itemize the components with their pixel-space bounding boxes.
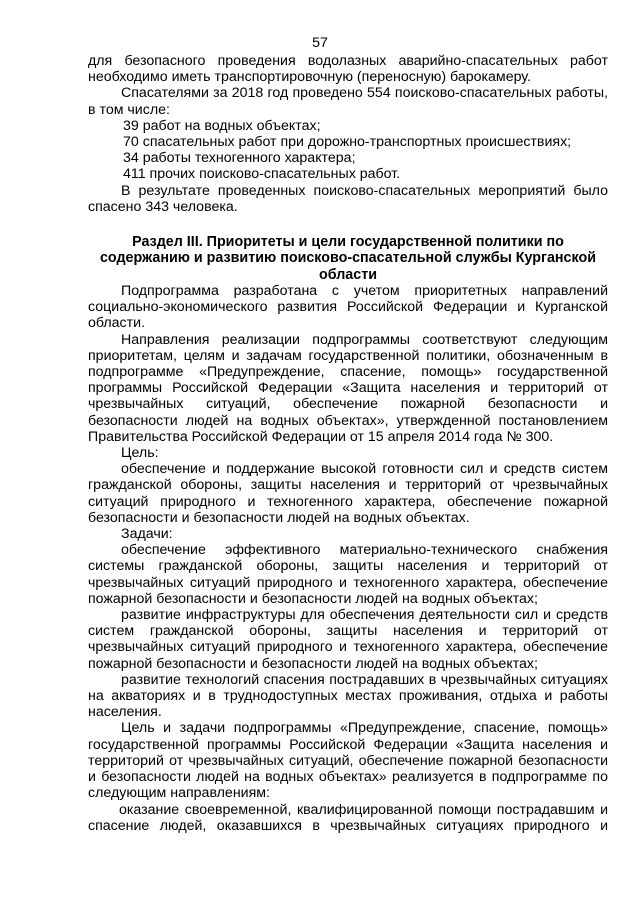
paragraph-implementation: Цель и задачи подпрограммы «Предупреждение, спасение, помощь» государственной программы Российской Федерации «Защита населения и территорий от чрезвычайных ситуаций, обеспечение пожарной безопасности и безопасности людей на водных объектах» реализуется в подпрограмме по следующим направлениям:	[88, 720, 608, 802]
task-item: обеспечение эффективного материально-технического снабжения системы гражданской обороны, защиты населения и территорий от чрезвычайных ситуаций природного и техногенного характера, обеспечение пожарной безопасности и безопасности людей на водных объектах;	[88, 542, 608, 607]
list-item: 411 прочих поисково-спасательных работ.	[123, 166, 401, 183]
paragraph-assistance: оказание своевременной, квалифицированной помощи пострадавшим и спасение людей, оказавшихся в чрезвычайных ситуациях природного и	[88, 801, 608, 834]
goal-label: Цель:	[121, 445, 159, 462]
section-heading: Раздел III. Приоритеты и цели государственной политики по содержанию и развитию поисково-спасательной службы Курганской области	[99, 234, 596, 283]
paragraph-rescue-count: Спасателями за 2018 год проведено 554 поисково-спасательных работы, в том числе:	[88, 85, 608, 118]
paragraph-directions: Направления реализации подпрограммы соответствуют следующим приоритетам, целям и задачам государственной политики, обозначенным в подпрограмме «Предупреждение, спасение, помощь» государственной программы Российской Федерации «Защита населения и территорий от чрезвычайных ситуаций, обеспечение пожарной безопасности и безопасности людей на водных объектах», утвержденной постановлением Правительства Российской Федерации от 15 апреля 2014 года № 300.	[88, 331, 608, 445]
list-item: 34 работы техногенного характера;	[123, 150, 356, 167]
goal-text: обеспечение и поддержание высокой готовности сил и средств систем гражданской обороны, защиты населения и территорий от чрезвычайных ситуаций природного и техногенного характера, обеспечение пожарной безопасности и безопасности людей на водных объектах.	[88, 461, 608, 526]
paragraph-subprogram: Подпрограмма разработана с учетом приоритетных направлений социально-экономического развития Российской Федерации и Курганской области.	[88, 283, 608, 332]
paragraph-barochamber: для безопасного проведения водолазных аварийно-спасательных работ необходимо иметь транспортировочную (переносную) барокамеру.	[88, 53, 608, 86]
list-item: 70 спасательных работ при дорожно-транспортных происшествиях;	[123, 134, 572, 151]
list-item: 39 работ на водных объектах;	[123, 117, 321, 134]
text-block-main	[88, 283, 608, 834]
paragraph-saved: В результате проведенных поисково-спасательных мероприятий было спасено 343 человека.	[88, 182, 608, 215]
task-item: развитие технологий спасения пострадавших в чрезвычайных ситуациях на акваториях и в труднодоступных местах проживания, отдыха и работы населения.	[88, 671, 608, 721]
text-block-top	[88, 53, 608, 215]
page-number: 57	[312, 35, 328, 51]
tasks-label: Задачи:	[121, 526, 173, 543]
task-item: развитие инфраструктуры для обеспечения деятельности сил и средств систем гражданской обороны, защиты населения и территорий от чрезвычайных ситуаций природного и техногенного характера, обеспечение пожарной безопасности и безопасности людей на водных объектах;	[88, 607, 608, 672]
